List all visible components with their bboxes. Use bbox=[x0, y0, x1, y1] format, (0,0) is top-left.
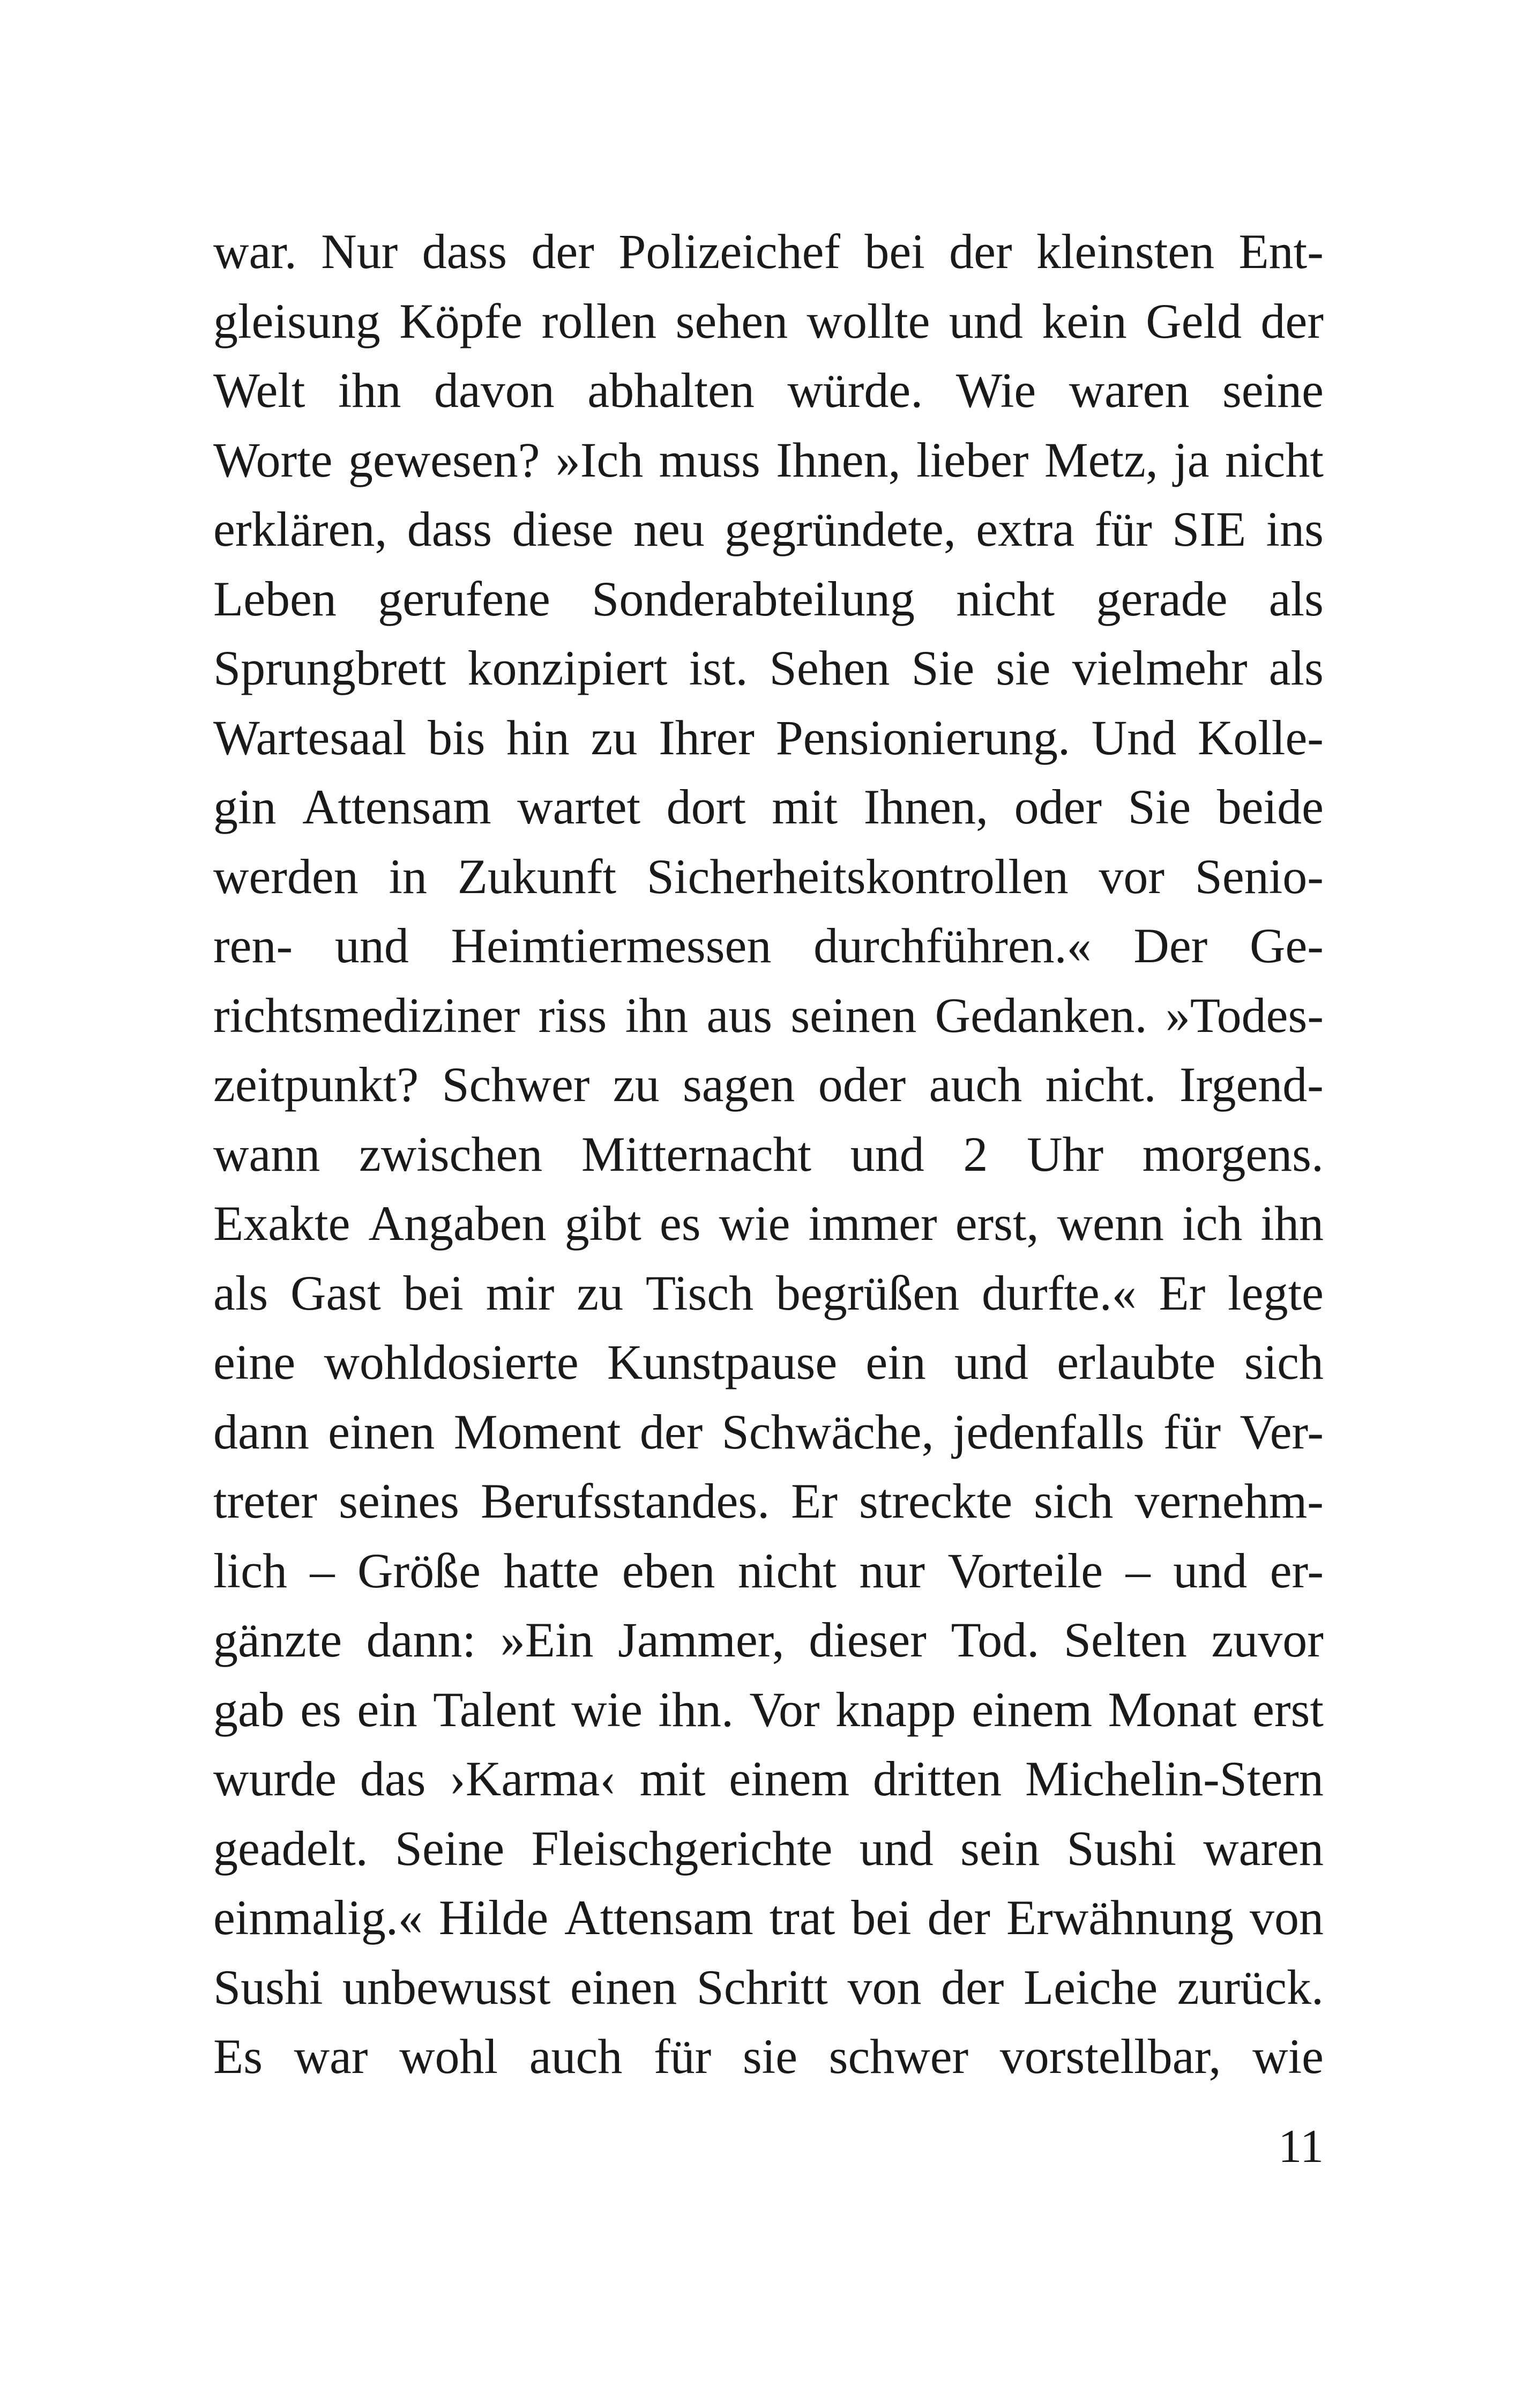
text-line: gab es ein Talent wie ihn. Vor knapp einem Monat erst bbox=[213, 1682, 1324, 1737]
text-line: wurde das ›Karma‹ mit einem dritten Michelin-Stern bbox=[213, 1751, 1324, 1806]
text-line: Es war wohl auch für sie schwer vorstellbar, wie bbox=[213, 2029, 1324, 2084]
text-line: Sushi unbewusst einen Schritt von der Leiche zurück. bbox=[213, 1959, 1324, 2015]
text-line: gleisung Köpfe rollen sehen wollte und kein Geld der bbox=[213, 293, 1324, 348]
text-line: lich – Größe hatte eben nicht nur Vorteile – und er- bbox=[213, 1543, 1324, 1598]
text-line: eine wohldosierte Kunstpause ein und erlaubte sich bbox=[213, 1335, 1324, 1389]
text-line: werden in Zukunft Sicherheitskontrollen vor Senio- bbox=[213, 849, 1324, 904]
text-line: Welt ihn davon abhalten würde. Wie waren seine bbox=[213, 363, 1324, 418]
text-line: war. Nur dass der Polizeichef bei der kleinsten Ent- bbox=[213, 224, 1324, 279]
text-line: Leben gerufene Sonderabteilung nicht gerade als bbox=[213, 571, 1324, 626]
body-text bbox=[213, 217, 1324, 2092]
text-line: Exakte Angaben gibt es wie immer erst, wenn ich ihn bbox=[213, 1196, 1324, 1251]
text-line: erklären, dass diese neu gegründete, extra für SIE ins bbox=[213, 502, 1324, 556]
text-line: gin Attensam wartet dort mit Ihnen, oder Sie beide bbox=[213, 779, 1324, 834]
text-line: einmalig.« Hilde Attensam trat bei der Erwähnung von bbox=[213, 1890, 1324, 1945]
text-line: gänzte dann: »Ein Jammer, dieser Tod. Selten zuvor bbox=[213, 1612, 1324, 1667]
text-line: Wartesaal bis hin zu Ihrer Pensionierung. Und Kolle- bbox=[213, 710, 1324, 765]
text-line: Sprungbrett konzipiert ist. Sehen Sie sie vielmehr als bbox=[213, 641, 1324, 695]
text-line: Worte gewesen? »Ich muss Ihnen, lieber Metz, ja nicht bbox=[213, 432, 1324, 487]
text-line: als Gast bei mir zu Tisch begrüßen durfte.« Er legte bbox=[213, 1265, 1324, 1320]
text-line: richtsmediziner riss ihn aus seinen Gedanken. »Todes- bbox=[213, 987, 1324, 1043]
text-line: zeitpunkt? Schwer zu sagen oder auch nicht. Irgend- bbox=[213, 1057, 1324, 1112]
text-line: wann zwischen Mitternacht und 2 Uhr morgens. bbox=[213, 1126, 1324, 1181]
text-line: treter seines Berufsstandes. Er streckte sich vernehm- bbox=[213, 1474, 1324, 1528]
text-line: geadelt. Seine Fleischgerichte und sein Sushi waren bbox=[213, 1820, 1324, 1876]
text-line: dann einen Moment der Schwäche, jedenfalls für Ver- bbox=[213, 1404, 1324, 1459]
text-line: ren- und Heimtiermessen durchführen.« Der Ge- bbox=[213, 918, 1324, 973]
page-number: 11 bbox=[1278, 2121, 1324, 2173]
